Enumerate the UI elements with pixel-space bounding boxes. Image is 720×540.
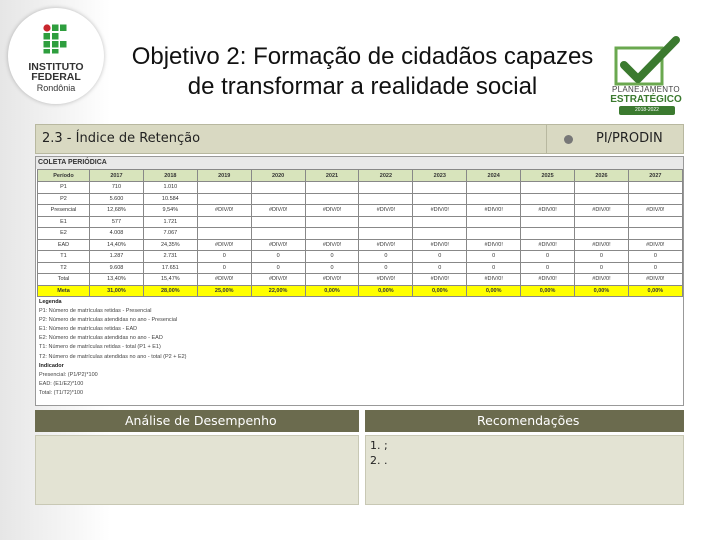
- legend-item: E2: Número de matrículas atendidas no ano - EAD: [39, 335, 163, 342]
- table-cell: 0: [251, 251, 305, 263]
- table-cell: [521, 228, 575, 240]
- recommendation-item: 1. ;: [370, 439, 388, 452]
- table-cell: 0: [575, 251, 629, 263]
- table-cell: 7.067: [143, 228, 197, 240]
- table-cell: 0,00%: [575, 285, 629, 297]
- table-cell: [628, 182, 682, 194]
- table-cell: [575, 228, 629, 240]
- table-cell: #DIV/0!: [628, 239, 682, 251]
- slide-title: [110, 42, 615, 102]
- table-cell: [521, 216, 575, 228]
- table-cell: 31,00%: [90, 285, 144, 297]
- table-header-row: [38, 170, 683, 182]
- table-cell: [197, 228, 251, 240]
- table-cell: 0: [197, 251, 251, 263]
- data-sheet: [35, 156, 684, 406]
- table-cell: 13,40%: [90, 274, 144, 286]
- table-row: [38, 193, 683, 205]
- table-cell: 1.287: [90, 251, 144, 263]
- table-cell: #DIV/0!: [305, 239, 359, 251]
- table-row: [38, 216, 683, 228]
- sheet-title: COLETA PERIÓDICA: [36, 157, 683, 169]
- logo-line2: FEDERAL: [31, 71, 81, 83]
- table-cell: [359, 228, 413, 240]
- column-header: 2027: [628, 170, 682, 182]
- table-cell: 0: [197, 262, 251, 274]
- table-cell: [251, 216, 305, 228]
- table-cell: 24,35%: [143, 239, 197, 251]
- table-cell: [628, 193, 682, 205]
- table-cell: [467, 228, 521, 240]
- table-cell: [251, 193, 305, 205]
- table-cell: #DIV/0!: [521, 274, 575, 286]
- table-row: [38, 205, 683, 217]
- table-cell: [575, 216, 629, 228]
- table-cell: 0,00%: [467, 285, 521, 297]
- table-cell: #DIV/0!: [467, 239, 521, 251]
- table-cell: #DIV/0!: [575, 239, 629, 251]
- table-cell: #DIV/0!: [197, 205, 251, 217]
- table-cell: [197, 216, 251, 228]
- section-title: 2.3 - Índice de Retenção: [42, 131, 201, 146]
- table-cell: [521, 193, 575, 205]
- table-cell: #DIV/0!: [575, 274, 629, 286]
- table-cell: #DIV/0!: [197, 274, 251, 286]
- slide-title-line2: de transformar a realidade social: [187, 73, 538, 100]
- table-cell: #DIV/0!: [251, 239, 305, 251]
- analysis-header-label: Análise de Desempenho: [125, 413, 277, 428]
- table-cell: 0: [359, 262, 413, 274]
- table-cell: 0: [251, 262, 305, 274]
- table-cell: 0: [521, 262, 575, 274]
- table-cell: 0,00%: [628, 285, 682, 297]
- analysis-box[interactable]: [35, 435, 359, 505]
- table-cell: #DIV/0!: [413, 205, 467, 217]
- table-row: [38, 239, 683, 251]
- table-cell: [467, 193, 521, 205]
- indicator-item: EAD: (E1/E2)*100: [39, 380, 84, 387]
- table-cell: 9.608: [90, 262, 144, 274]
- table-cell: 0,00%: [359, 285, 413, 297]
- table-row: [38, 285, 683, 297]
- column-header: 2023: [413, 170, 467, 182]
- table-cell: 0: [467, 262, 521, 274]
- plan-logo-badge: 2018-2022: [619, 106, 675, 115]
- column-header: 2017: [90, 170, 144, 182]
- column-header: 2022: [359, 170, 413, 182]
- row-label: Total: [38, 274, 90, 286]
- table-cell: [251, 182, 305, 194]
- table-cell: #DIV/0!: [359, 205, 413, 217]
- table-cell: [305, 228, 359, 240]
- bullet-dot-icon: [564, 135, 573, 144]
- recommendations-header-label: Recomendações: [477, 413, 580, 428]
- table-cell: #DIV/0!: [305, 274, 359, 286]
- row-label: Presencial: [38, 205, 90, 217]
- legend-item: T1: Número de matrículas retidas - total (P1 + E1): [39, 344, 161, 351]
- if-logo-icon: [43, 24, 73, 54]
- table-cell: [251, 228, 305, 240]
- table-cell: [467, 182, 521, 194]
- table-cell: 0: [575, 262, 629, 274]
- table-cell: 12,68%: [90, 205, 144, 217]
- table-cell: #DIV/0!: [413, 274, 467, 286]
- table-cell: [413, 182, 467, 194]
- table-cell: [413, 193, 467, 205]
- recommendations-list: [370, 438, 388, 468]
- table-cell: 577: [90, 216, 144, 228]
- table-cell: [305, 216, 359, 228]
- legend-list: [39, 307, 680, 362]
- table-cell: #DIV/0!: [521, 239, 575, 251]
- table-cell: 25,00%: [197, 285, 251, 297]
- table-cell: 0,00%: [305, 285, 359, 297]
- table-cell: 17.651: [143, 262, 197, 274]
- table-cell: #DIV/0!: [251, 205, 305, 217]
- table-cell: [305, 193, 359, 205]
- legend-block: [36, 297, 683, 399]
- indicator-list: [39, 371, 680, 398]
- row-label: Meta: [38, 285, 90, 297]
- logo-institution-name: [14, 62, 98, 82]
- table-cell: 0: [628, 262, 682, 274]
- table-cell: 28,00%: [143, 285, 197, 297]
- table-cell: 0: [305, 251, 359, 263]
- table-cell: 0: [467, 251, 521, 263]
- table-cell: #DIV/0!: [521, 205, 575, 217]
- table-cell: #DIV/0!: [575, 205, 629, 217]
- row-label: T1: [38, 251, 90, 263]
- plan-logo-line1: PLANEJAMENTO: [612, 85, 680, 94]
- table-cell: #DIV/0!: [251, 274, 305, 286]
- table-cell: [467, 216, 521, 228]
- legend-item: E1: Número de matrículas retidas - EAD: [39, 326, 138, 333]
- retention-table: [37, 169, 683, 297]
- plan-logo-line2: ESTRATÉGICO: [610, 94, 682, 105]
- table-cell: [413, 216, 467, 228]
- table-cell: 15,47%: [143, 274, 197, 286]
- table-cell: 9,54%: [143, 205, 197, 217]
- table-cell: 1.010: [143, 182, 197, 194]
- table-cell: 710: [90, 182, 144, 194]
- table-row: [38, 182, 683, 194]
- table-cell: [521, 182, 575, 194]
- table-cell: #DIV/0!: [305, 205, 359, 217]
- table-cell: 0,00%: [521, 285, 575, 297]
- column-header: 2025: [521, 170, 575, 182]
- table-cell: [359, 216, 413, 228]
- table-cell: #DIV/0!: [467, 274, 521, 286]
- table-cell: [628, 216, 682, 228]
- table-cell: 0: [413, 262, 467, 274]
- analysis-header: [35, 410, 359, 432]
- table-row: [38, 228, 683, 240]
- logo-line1: INSTITUTO: [28, 61, 84, 73]
- table-cell: [359, 193, 413, 205]
- table-cell: #DIV/0!: [467, 205, 521, 217]
- legend-item: P2: Número de matrículas atendidas no ano - Presencial: [39, 317, 178, 324]
- column-header: 2021: [305, 170, 359, 182]
- table-cell: #DIV/0!: [359, 239, 413, 251]
- column-header: 2024: [467, 170, 521, 182]
- table-row: [38, 274, 683, 286]
- table-cell: [413, 228, 467, 240]
- indicator-item: Presencial: (P1/P2)*100: [39, 371, 98, 378]
- logo-campus: Rondônia: [36, 83, 76, 93]
- table-cell: 5.600: [90, 193, 144, 205]
- table-row: [38, 251, 683, 263]
- legend-item: T2: Número de matrículas atendidas no ano - total (P2 + E2): [39, 353, 187, 360]
- table-cell: #DIV/0!: [359, 274, 413, 286]
- table-row: [38, 262, 683, 274]
- table-cell: #DIV/0!: [628, 205, 682, 217]
- table-cell: 0,00%: [413, 285, 467, 297]
- recommendations-box[interactable]: [365, 435, 684, 505]
- table-cell: [197, 193, 251, 205]
- section-owner: PI/PRODIN: [596, 131, 663, 146]
- column-header: 2020: [251, 170, 305, 182]
- column-header: 2026: [575, 170, 629, 182]
- legend-title: Legenda: [39, 299, 62, 305]
- recommendation-item: 2. .: [370, 454, 388, 467]
- row-label: E1: [38, 216, 90, 228]
- table-cell: [628, 228, 682, 240]
- table-cell: 2.731: [143, 251, 197, 263]
- table-cell: #DIV/0!: [197, 239, 251, 251]
- row-label: T2: [38, 262, 90, 274]
- table-cell: [575, 182, 629, 194]
- column-header: 2019: [197, 170, 251, 182]
- table-cell: 14,40%: [90, 239, 144, 251]
- table-cell: [575, 193, 629, 205]
- table-cell: [359, 182, 413, 194]
- column-header: 2018: [143, 170, 197, 182]
- section-divider: [546, 125, 547, 153]
- recommendations-header: [365, 410, 684, 432]
- table-cell: 22,00%: [251, 285, 305, 297]
- table-cell: 0: [359, 251, 413, 263]
- table-cell: 0: [521, 251, 575, 263]
- table-cell: #DIV/0!: [628, 274, 682, 286]
- table-cell: [197, 182, 251, 194]
- table-cell: 0: [628, 251, 682, 263]
- row-label: P2: [38, 193, 90, 205]
- slide-title-line1: Objetivo 2: Formação de cidadãos capazes: [131, 43, 594, 70]
- table-cell: [305, 182, 359, 194]
- indicator-item: Total: (T1/T2)*100: [39, 389, 84, 396]
- section-header: [35, 124, 684, 154]
- table-cell: 0: [413, 251, 467, 263]
- column-header: Período: [38, 170, 90, 182]
- table-cell: 0: [305, 262, 359, 274]
- table-cell: #DIV/0!: [413, 239, 467, 251]
- table-cell: 1.721: [143, 216, 197, 228]
- row-label: EAD: [38, 239, 90, 251]
- table-cell: 10.584: [143, 193, 197, 205]
- legend-item: P1: Número de matrículas retidas - Presencial: [39, 308, 152, 315]
- row-label: P1: [38, 182, 90, 194]
- table-cell: 4.008: [90, 228, 144, 240]
- indicator-title: Indicador: [39, 362, 64, 369]
- row-label: E2: [38, 228, 90, 240]
